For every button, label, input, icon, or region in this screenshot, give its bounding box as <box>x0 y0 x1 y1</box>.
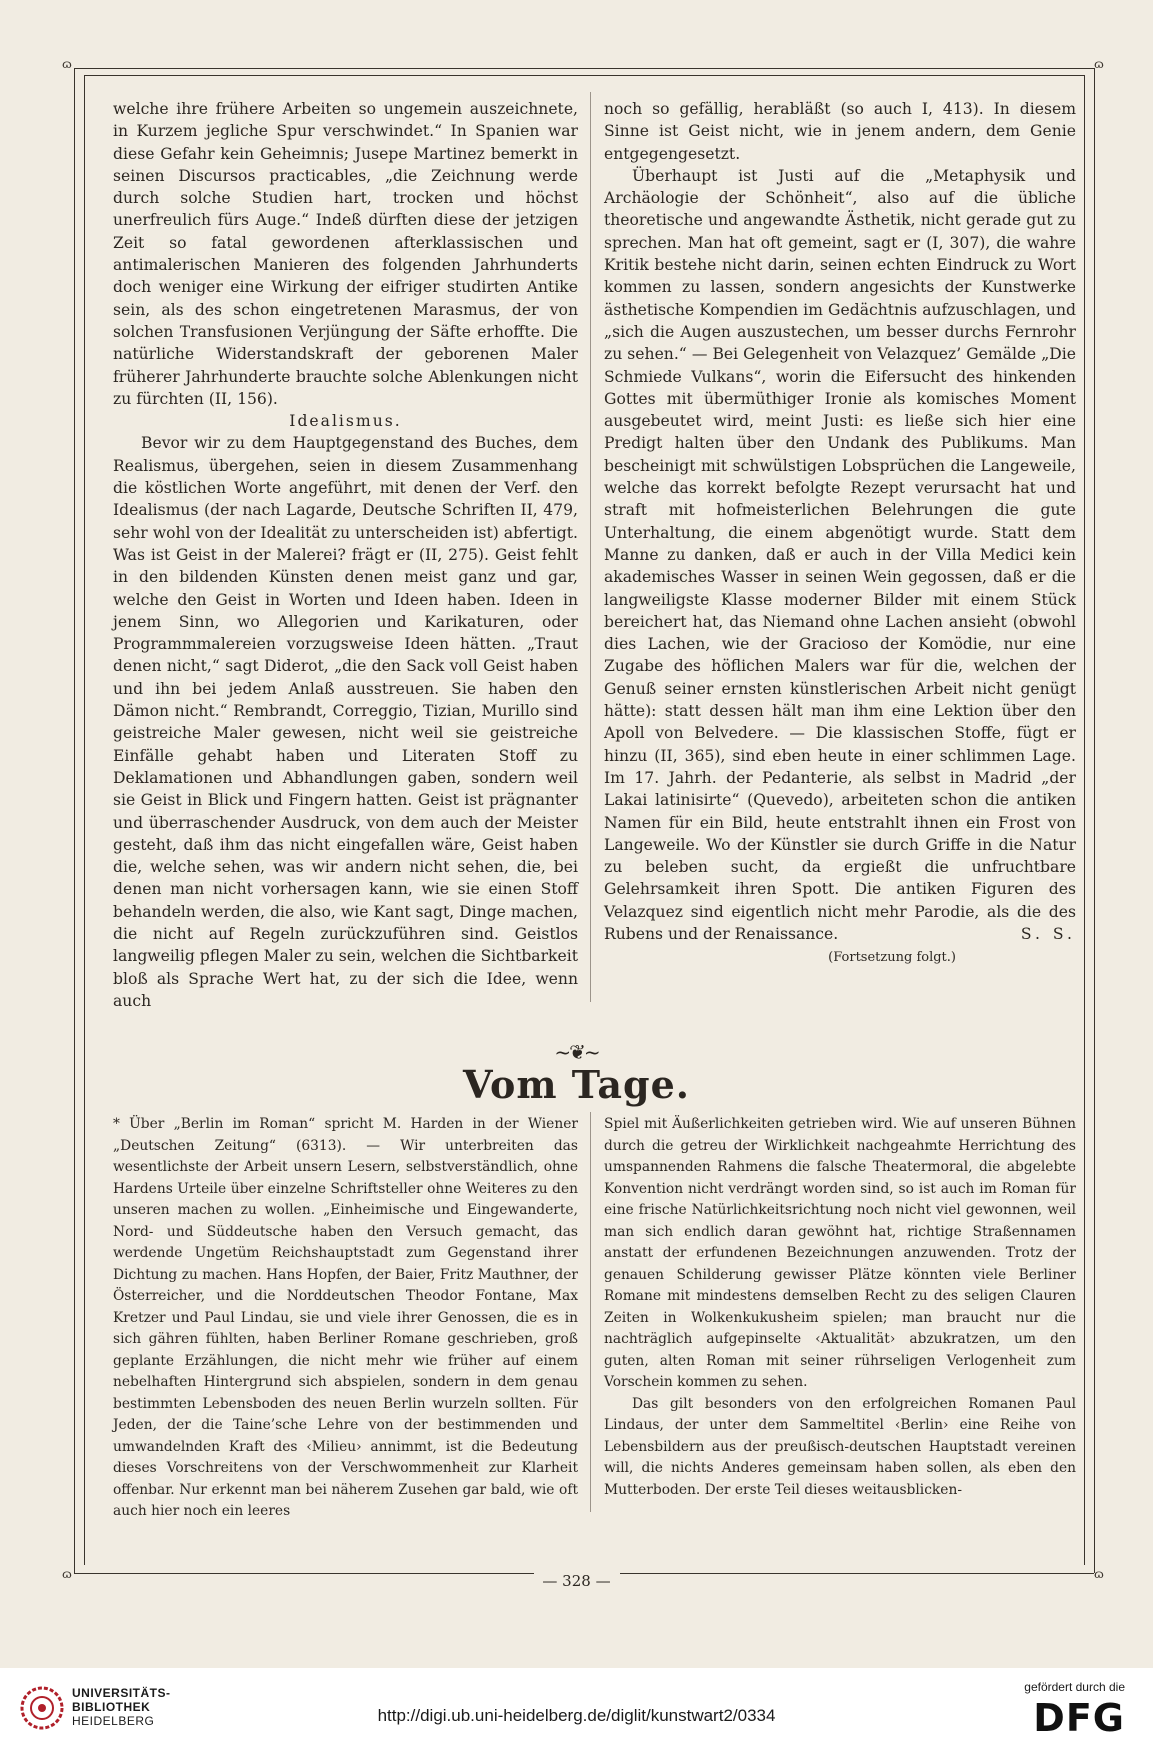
author-signature: S. S. <box>1020 924 1076 943</box>
column-divider-upper <box>590 92 591 1002</box>
section-title: Vom Tage. <box>462 1062 691 1107</box>
frame-top-line <box>74 68 1094 69</box>
corner-ornament-bl: ɷ <box>62 1567 72 1581</box>
paragraph: * Über „Berlin im Roman“ spricht M. Harden in der Wiener „Deutschen Zeitung“ (6313). — Wir unterbreiten das wesentlichste der Arbeit unsern Lesern, selbstverständlich, ohne Hardens Urteile über einzelne Schriftsteller ohne Weiteres zu den unseren machen zu wollen. „Einheimische und Eingewanderte, Nord- und Süddeutsche haben den Versuch gemacht, das werdende Ungetüm Reichshauptstadt zum Gegenstand ihrer Dichtung zu machen. Hans Hopfen, der Baier, Fritz Mauthner, der Österreicher, und die Norddeutschen Theodor Fontane, Max Kretzer und Paul Lindau, sie und viele ihrer Genossen, die es in sich gähren fühlten, haben Berliner Romane geschrieben, groß geplante Erzählungen, die nicht mehr wie früher auf einem nebelhaften Hintergrund sich abspielen, sondern in dem genau bestimmten Lebensboden des neuen Berlin wurzeln sollten. Für Jeden, der die Taine’sche Lehre von der bestimmenden und umwandelnden Kraft des ‹Milieu› annimmt, ist die Bedeutung dieses Vorschreitens von der Verschwommenheit zur Klarheit offenbar. Nur erkennt man bei näherem Zusehen gar bald, wie oft auch hier noch ein leeres <box>113 1116 578 1519</box>
frame-right-line <box>1094 68 1095 1573</box>
continuation-note: (Fortsetzung folgt.) <box>828 950 956 966</box>
paragraph: Spiel mit Äußerlichkeiten getrieben wird. Wie auf unseren Bühnen durch die getreu der Wirklichkeit nachgeahmte Herrichtung des umspannenden Rahmens die falsche Theatermoral, die abgelebte Konvention nicht verdrängt worden sind, so ist auch im Roman für eine frische Natürlichkeitsrichtung noch nicht viel gewonnen, weil man sich endlich daran gewöhnt hat, richtige Straßennamen anstatt der erfundenen Bezeichnungen anzuwenden. Trotz der genauen Schilderung gewisser Plätze könnten viele Berliner Romane mit mindestens demselben Recht zu des seligen Clauren Zeiten in Wolkenkukusheim spielen; man braucht nur die nachträglich aufgepinselte ‹Aktualität› abzukratzen, um den guten, alten Roman mit seiner rührseligen Verlogenheit zum Vorschein kommen zu sehen. <box>604 1116 1076 1390</box>
lower-right-column <box>604 1114 1076 1501</box>
upper-right-column <box>604 98 1076 970</box>
upper-left-column <box>113 98 578 1012</box>
viewer-footer <box>0 1668 1153 1753</box>
page-number: — 328 — <box>542 1572 611 1590</box>
section-ornament: ~❦~ <box>554 1040 599 1064</box>
lower-left-column <box>113 1114 578 1523</box>
paragraph-text: Überhaupt ist Justi auf die „Metaphysik und Archäologie der Schönheit“, also auf die übliche theoretische und angewandte Ästhetik, nicht gerade gut zu sprechen. Man hat oft gemeint, sagt er (I, 307), die wahre Kritik bestehe nicht darin, seinen echten Eindruck zu Wort kommen zu lassen, sondern angesichts der Kunstwerke ästhetische Kompendien im Gedächtnis aufzuschlagen, und „sich die Augen auszustechen, um besser durchs Fernrohr zu sehen.“ — Bei Gelegenheit von Velazquez’ Gemälde „Die Schmiede Vulkans“, worin die Eifersucht des hinkenden Gottes mit übermüthiger Ironie als komisches Moment ausgebeutet wird, meint Justi: es ließe sich hier eine Predigt halten über den Undank des Publikums. Man bescheinigt mit schwülstigen Lobsprüchen die Langeweile, welche das korrekt befolgte Rezept verursacht hat und straft mit hofmeisterlichen Belehrungen die gute Unterhaltung, die einem abgenötigt wurde. Statt dem Manne zu danken, daß er auch in der Villa Medici kein akademisches Wasser in seinen Wein gegossen, daß er die langweiligste Klasse moderner Bilder mit einem Stück bereichert hat, das Niemand ohne Lachen ansieht (obwohl dies Lachen, wie der Gracioso der Komödie, nur eine Zugabe des höflichen Malers war für die, welchen der Genuß seiner ernsten künstlerischen Arbeit nicht genügt hätte): statt dessen hält man ihm eine Lektion über den Apoll von Belvedere. — Die klassischen Stoffe, fügt er hinzu (II, 365), sind eben heute in einer schlimmen Lage. Im 17. Jahrh. der Pedanterie, als selbst in Madrid „der Lakai latinisirte“ (Quevedo), arbeiteten schon die antiken Namen für ein Bild, heute entstrahlt ihnen ein Frost von Langeweile. Wo der Künstler sie durch Griffe in die Natur zu beleben sucht, da ergießt die unfruchtbare Gelehrsamkeit ihren Spott. Die antiken Figuren des Velazquez sind eigentlich nicht mehr Parodie, als die des Rubens und der Renaissance. <box>604 166 1076 943</box>
corner-ornament-tr: ɷ <box>1094 57 1104 71</box>
corner-ornament-tl: ɷ <box>62 57 72 71</box>
institution-line: BIBLIOTHEK <box>72 1700 151 1714</box>
funded-by-label: gefördert durch die <box>1024 1680 1125 1694</box>
frame-left-line-2 <box>84 75 85 1565</box>
institution-line: UNIVERSITÄTS- <box>72 1686 171 1700</box>
column-divider-lower <box>590 1112 591 1512</box>
paragraph: Das gilt besonders von den erfolgreichen Romanen Paul Lindaus, der unter dem Sammeltitel ‹Berlin› eine Reihe von Lebensbildern aus der preußisch-deutschen Hauptstadt vereinen will, die nichts Anderes gemeinsam haben sollen, als eben den Mutterboden. Der erste Teil dieses weitausblicken- <box>604 1395 1076 1498</box>
institution-line: HEIDELBERG <box>72 1714 155 1728</box>
paragraph: Bevor wir zu dem Hauptgegenstand des Buches, dem Realismus, übergehen, seien in diesem Zusammenhang die köstlichen Worte angeführt, mit denen der Verf. den Idealismus (der nach Lagarde, Deutsche Schriften II, 479, sehr wohl von der Idealität zu unterscheiden ist) abfertigt. Was ist Geist in der Malerei? frägt er (II, 275). Geist fehlt in den bildenden Künsten denen meist ganz und gar, welche den Geist in Worten und Ideen haben. Ideen in jenem Sinn, wo Allegorien und Karikaturen, oder Programmmalereien vorzugsweise Ideen hätten. „Traut denen nicht,“ sagt Diderot, „die den Sack voll Geist haben und ihn bei jedem Anlaß ausstreuen. Sie haben den Dämon nicht.“ Rembrandt, Correggio, Tizian, Murillo sind geistreiche Maler gewesen, nicht weil sie geistreiche Einfälle gehabt haben und Literaten Stoff zu Deklamationen und Abhandlungen gaben, sondern weil sie Geist in Blick und Fingern hatten. Geist ist prägnanter und überraschender Ausdruck, von dem auch der Meister gesteht, daß ihm das nicht eingefallen wäre, Geist haben die, welche sehen, was wir andern nicht sehen, die, bei denen man nicht vorhersagen kann, wie sie einen Stoff behandeln werden, die also, wie Kant sagt, Dinge machen, die nicht auf Regeln zurückzuführen sind. Geistlos langweilig pflegen Maler zu sein, welchen die Sichtbarkeit bloß als Sprache Wert hat, zu der sich die Idee, wenn auch <box>113 434 578 1010</box>
paragraph: noch so gefällig, herabläßt (so auch I, 413). In diesem Sinne ist Geist nicht, wie in jenem andern, dem Genie entgegengesetzt. <box>604 100 1076 163</box>
frame-right-line-2 <box>1084 75 1085 1565</box>
subheading-idealismus: Idealismus. <box>289 412 402 431</box>
corner-ornament-br: ɷ <box>1094 1567 1104 1581</box>
paragraph <box>604 165 1076 945</box>
permalink-url[interactable]: http://digi.ub.uni-heidelberg.de/diglit/kunstwart2/0334 <box>377 1706 776 1725</box>
paragraph: welche ihre frühere Arbeiten so ungemein auszeichnete, in Kurzem jegliche Spur verschwindet.“ In Spanien war diese Gefahr kein Geheimnis; Jusepe Martinez bemerkt in seinen Discursos practicables, „die Zeichnung werde durch solche Studien hart, trocken und höchst unerfreulich fürs Auge.“ Indeß dürften diese der jetzigen Zeit so fatal gewordenen afterklassischen und antimalerischen Manieren des folgenden Jahrhunderts doch weniger eine Wirkung der eifriger studirten Antike sein, als des schon eingetretenen Marasmus, der von solchen Transfusionen Verjüngung der Säfte erhoffte. Die natürliche Widerstandskraft der geborenen Maler früherer Jahrhunderte brauchte solche Ablenkungen nicht zu fürchten (II, 156). <box>113 100 578 408</box>
dfg-logo: DFG <box>1033 1696 1125 1740</box>
frame-left-line <box>74 68 75 1573</box>
frame-top-line-2 <box>84 75 1084 76</box>
